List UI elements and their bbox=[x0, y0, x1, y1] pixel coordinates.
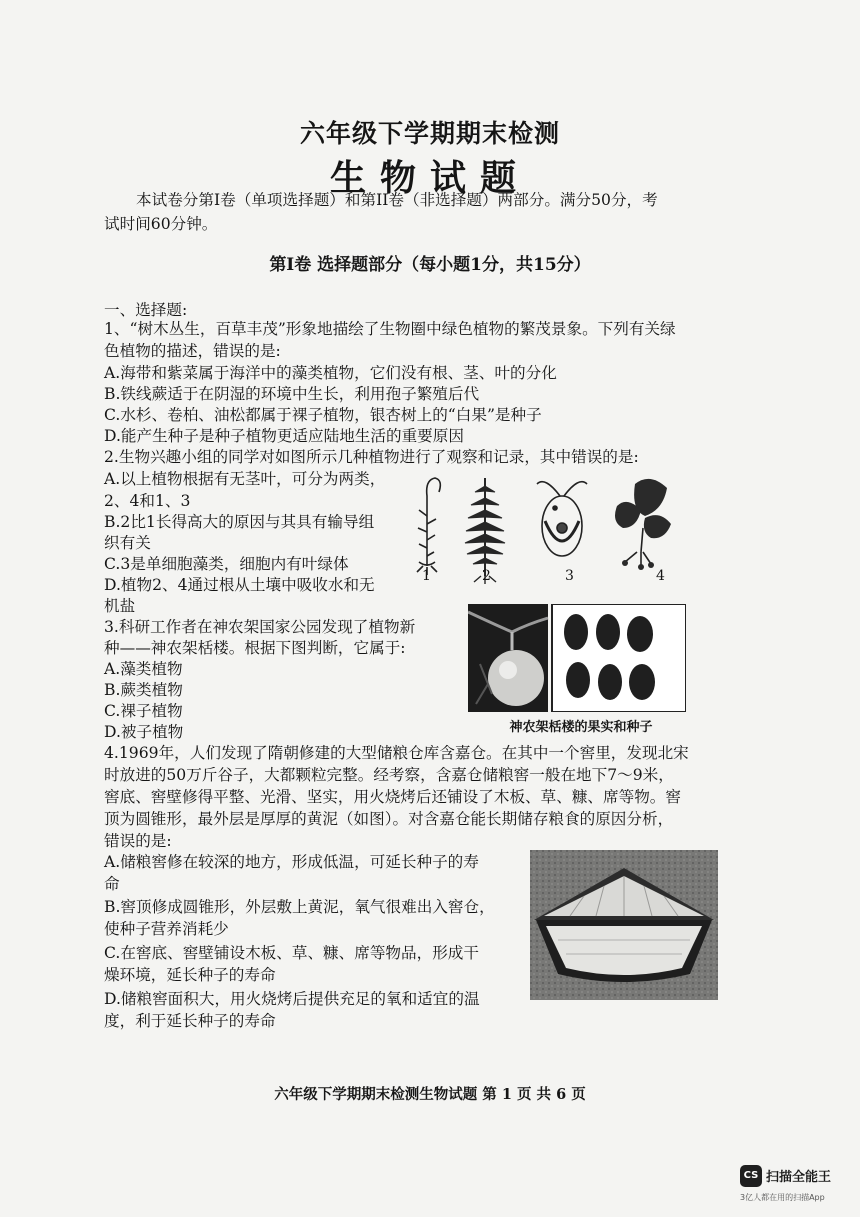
fruit-and-seeds-photo bbox=[468, 604, 686, 712]
q4-option-b-1: B.窖顶修成圆锥形，外层敷上黄泥，氧气很难出入窖仓， bbox=[104, 898, 495, 916]
plant-4-leafy-plant-image bbox=[615, 479, 671, 570]
q1-option-d: D.能产生种子是种子植物更适应陆地生活的重要原因 bbox=[104, 427, 464, 445]
fruit-photo-caption: 神农架栝楼的果实和种子 bbox=[509, 720, 653, 735]
granary-pit-illustration bbox=[530, 850, 718, 1000]
intro-line-2: 试时间60分钟。 bbox=[104, 215, 218, 233]
q2-option-b-2: 织有关 bbox=[104, 534, 151, 552]
exam-title: 六年级下学期期末检测 bbox=[299, 119, 560, 148]
q1-option-b: B.铁线蕨适于在阴湿的环境中生长，利用孢子繁殖后代 bbox=[104, 385, 480, 403]
part-label: 一、选择题: bbox=[104, 301, 188, 319]
q3-option-b: B.蕨类植物 bbox=[104, 681, 183, 699]
q4-stem-2: 时放进的50万斤谷子，大都颗粒完整。经考察，含嘉仓储粮窖一般在地下7～9米， bbox=[104, 766, 674, 784]
q4-option-d-1: D.储粮窖面积大，用火烧烤后提供充足的氧和适宜的温 bbox=[104, 990, 480, 1008]
plant-1-moss-image bbox=[417, 478, 440, 575]
q4-stem-5: 错误的是: bbox=[104, 832, 172, 850]
scanner-watermark bbox=[740, 1165, 852, 1209]
q4-stem-4: 顶为圆锥形，最外层是厚厚的黄泥（如图）。对含嘉仓能长期储存粮食的原因分析， bbox=[104, 810, 674, 828]
intro-line-1: 本试卷分第Ⅰ卷（单项选择题）和第II卷（非选择题）两部分。满分50分，考 bbox=[136, 191, 658, 209]
plant-3-alga-image bbox=[537, 482, 587, 556]
q4-stem-3: 窖底、窖壁修得平整、光滑、坚实，用火烧烤后还铺设了木板、草、糠、席等物。窖 bbox=[104, 788, 681, 806]
q2-option-a-2: 2、4和1、3 bbox=[104, 492, 191, 510]
section-title: 第Ⅰ卷 选择题部分（每小题1分，共15分） bbox=[269, 255, 591, 275]
scanner-logo-icon: CS bbox=[740, 1165, 762, 1187]
q3-option-c: C.裸子植物 bbox=[104, 702, 183, 720]
q2-option-a-1: A.以上植物根据有无茎叶，可分为两类， bbox=[104, 470, 386, 488]
q4-option-d-2: 度，利于延长种子的寿命 bbox=[104, 1012, 276, 1030]
figure-number-1: 1 bbox=[422, 568, 431, 584]
q4-option-a-1: A.储粮窖修在较深的地方，形成低温，可延长种子的寿 bbox=[104, 853, 479, 871]
q4-option-b-2: 使种子营养消耗少 bbox=[104, 920, 229, 938]
q3-option-a: A.藻类植物 bbox=[104, 660, 183, 678]
q4-option-a-2: 命 bbox=[104, 875, 120, 893]
plants-figure bbox=[405, 466, 685, 586]
q1-stem-1: 1、“树木丛生，百草丰茂”形象地描绘了生物圈中绿色植物的繁茂景象。下列有关绿 bbox=[104, 320, 676, 338]
q4-stem-1: 4.1969年，人们发现了隋朝修建的大型储粮仓库含嘉仓。在其中一个窖里，发现北宋 bbox=[104, 744, 689, 762]
scanner-name: 扫描全能王 bbox=[766, 1170, 832, 1185]
scanner-slogan: 3亿人都在用的扫描App bbox=[740, 1193, 825, 1202]
q2-option-d-1: D.植物2、4通过根从土壤中吸收水和无 bbox=[104, 576, 375, 594]
q2-option-d-2: 机盐 bbox=[104, 597, 136, 615]
page-footer: 六年级下学期期末检测生物试题 第 1 页 共 6 页 bbox=[274, 1086, 586, 1103]
q3-stem-2: 种——神农架栝楼。根据下图判断，它属于: bbox=[104, 639, 406, 657]
q1-option-a: A.海带和紫菜属于海洋中的藻类植物，它们没有根、茎、叶的分化 bbox=[104, 364, 557, 382]
q4-option-c-1: C.在窖底、窖壁铺设木板、草、糠、席等物品，形成干 bbox=[104, 944, 479, 962]
q3-stem-1: 3.科研工作者在神农架国家公园发现了植物新 bbox=[104, 618, 416, 636]
q3-option-d: D.被子植物 bbox=[104, 723, 184, 741]
q4-option-c-2: 燥环境，延长种子的寿命 bbox=[104, 966, 276, 984]
figure-number-3: 3 bbox=[565, 568, 574, 584]
q2-option-c: C.3是单细胞藻类，细胞内有叶绿体 bbox=[104, 555, 349, 573]
figure-number-2: 2 bbox=[482, 568, 491, 584]
exam-subject: 生物试题 bbox=[329, 157, 530, 199]
q2-stem: 2.生物兴趣小组的同学对如图所示几种植物进行了观察和记录，其中错误的是: bbox=[104, 448, 639, 466]
q2-option-b-1: B.2比1长得高大的原因与其具有输导组 bbox=[104, 513, 375, 531]
q1-stem-2: 色植物的描述，错误的是: bbox=[104, 342, 281, 360]
figure-number-4: 4 bbox=[656, 568, 665, 584]
q1-option-c: C.水杉、卷柏、油松都属于裸子植物，银杏树上的“白果”是种子 bbox=[104, 406, 542, 424]
